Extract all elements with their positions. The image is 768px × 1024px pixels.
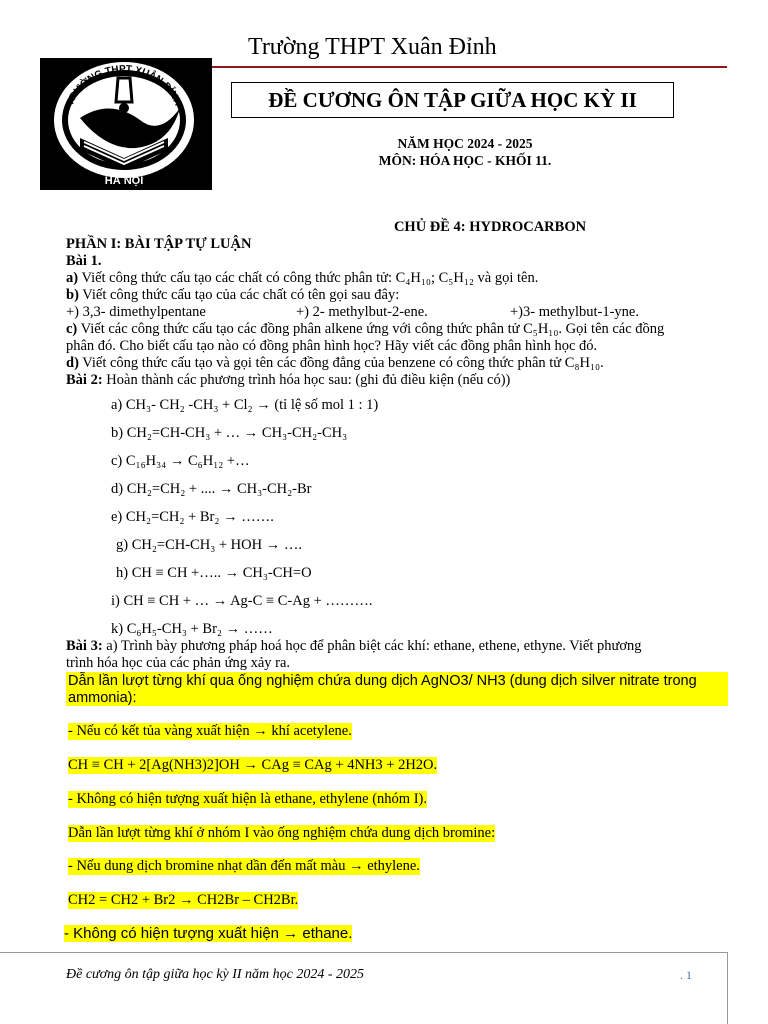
school-name: Trường THPT Xuân Đỉnh bbox=[248, 34, 497, 60]
bai1-d-label: d) bbox=[66, 355, 79, 371]
bai1-d bbox=[66, 355, 604, 372]
school-year: NĂM HỌC 2024 - 2025 bbox=[397, 136, 533, 151]
equation-a: a) CH₃- CH₂ -CH₃ + Cl₂ → (tỉ lệ số mol 1 : 1) bbox=[111, 397, 379, 413]
bai2-intro bbox=[66, 372, 510, 389]
bai1-a-label: a) bbox=[66, 270, 79, 286]
equation-g: g) CH₂=CH-CH₃ + HOH → …. bbox=[116, 537, 302, 553]
footer-text: Đề cương ôn tập giữa học kỳ II năm học 2024 - 2025 bbox=[66, 967, 365, 982]
bai1-b-item-3: +)3- methylbut-1-yne. bbox=[510, 304, 639, 320]
bai2-text: Hoàn thành các phương trình hóa học sau: (ghi đủ điều kiện (nếu có)) bbox=[106, 372, 511, 388]
bai1-b-text: Viết công thức cấu tạo của các chất có tên gọi sau đây: bbox=[82, 287, 400, 303]
document-title: ĐỀ CƯƠNG ÔN TẬP GIỮA HỌC KỲ II bbox=[231, 82, 674, 118]
answer-line-9: - Không có hiện tượng xuất hiện → ethane. bbox=[64, 925, 353, 942]
page-number: . 1 bbox=[680, 968, 692, 982]
bai1-c-text1: Viết các công thức cấu tạo các đồng phân alkene ứng với công thức phân tử C₅H₁₀. Gọi tên các đồng bbox=[80, 321, 665, 337]
subject-line: MÔN: HÓA HỌC - KHỐI 11. bbox=[378, 153, 552, 168]
answer-line-6: Dẫn lần lượt từng khí ở nhóm I vào ống nghiệm chứa dung dịch bromine: bbox=[68, 825, 496, 841]
equation-i: i) CH ≡ CH + … → Ag-C ≡ C-Ag + ………. bbox=[111, 593, 373, 609]
equation-h: h) CH ≡ CH +….. → CH₃-CH=O bbox=[116, 565, 312, 581]
equation-k: k) C₆H₅-CH₃ + Br₂ → …… bbox=[111, 621, 273, 637]
bai3-text1: a) Trình bày phương pháp hoá học để phân biệt các khí: ethane, ethene, ethyne. Viết phương bbox=[106, 638, 642, 654]
logo-arc-text: TRƯỜNG THPT XUÂN ĐỈNH bbox=[64, 63, 184, 108]
bai1-b-label: b) bbox=[66, 287, 79, 303]
bai1-c-line1 bbox=[66, 321, 664, 338]
bai1-c-label: c) bbox=[66, 321, 78, 337]
footer-side-rule bbox=[727, 952, 728, 1024]
bai1-b-item-1: +) 3,3- dimethylpentane bbox=[66, 304, 206, 320]
bai1-a bbox=[66, 270, 538, 287]
answer-line-8: CH2 = CH2 + Br2 → CH2Br – CH2Br. bbox=[68, 892, 299, 908]
school-logo bbox=[40, 58, 212, 190]
bai1-d-text: Viết công thức cấu tạo và gọi tên các đồng đẳng của benzene có công thức phân tử C₈H₁₀. bbox=[82, 355, 604, 371]
header-rule bbox=[211, 66, 727, 68]
bai3-line1 bbox=[66, 638, 642, 655]
topic-title: CHỦ ĐỀ 4: HYDROCARBON bbox=[393, 219, 587, 235]
answer-line-4: CH ≡ CH + 2[Ag(NH3)2]OH → CAg ≡ CAg + 4NH3 + 2H2O. bbox=[68, 757, 438, 773]
footer-rule bbox=[0, 952, 728, 953]
equation-c: c) C₁₆H₃₄ → C₆H₁₂ +… bbox=[111, 453, 250, 469]
answer-line-1: Dẫn lần lượt từng khí qua ống nghiệm chứa dung dịch AgNO3/ NH3 (dung dịch silver nitrate trong bbox=[68, 673, 697, 689]
logo-bottom-text: HÀ NỘI bbox=[104, 175, 144, 187]
equation-e: e) CH₂=CH₂ + Br₂ → ……. bbox=[111, 509, 274, 525]
equation-d: d) CH₂=CH₂ + .... → CH₃-CH₂-Br bbox=[111, 481, 312, 497]
bai1-b-item-2: +) 2- methylbut-2-ene. bbox=[296, 304, 428, 320]
bai1-b bbox=[66, 287, 399, 304]
answer-line-2: ammonia): bbox=[68, 690, 137, 706]
answer-line-7: - Nếu dung dịch bromine nhạt dần đến mất màu → ethylene. bbox=[68, 858, 420, 874]
bai1-c-line2: phân đó. Cho biết cấu tạo nào có đồng phân hình học? Hãy viết các đồng phân hình học đó. bbox=[66, 338, 598, 354]
bai1-a-text: Viết công thức cấu tạo các chất có công thức phân tử: C₄H₁₀; C₅H₁₂ và gọi tên. bbox=[81, 270, 539, 286]
bai2-heading: Bài 2: bbox=[66, 372, 103, 388]
answer-line-3: - Nếu có kết tủa vàng xuất hiện → khí acetylene. bbox=[68, 723, 352, 739]
bai1-heading: Bài 1. bbox=[66, 253, 102, 269]
part1-title: PHẦN I: BÀI TẬP TỰ LUẬN bbox=[66, 236, 252, 252]
answer-line-5: - Không có hiện tượng xuất hiện là ethane, ethylene (nhóm I). bbox=[68, 791, 427, 807]
equation-b: b) CH₂=CH-CH₃ + … → CH₃-CH₂-CH₃ bbox=[111, 425, 348, 441]
bai3-line2: trình hóa học của các phản ứng xảy ra. bbox=[66, 655, 291, 671]
bai3-heading: Bài 3: bbox=[66, 638, 103, 654]
